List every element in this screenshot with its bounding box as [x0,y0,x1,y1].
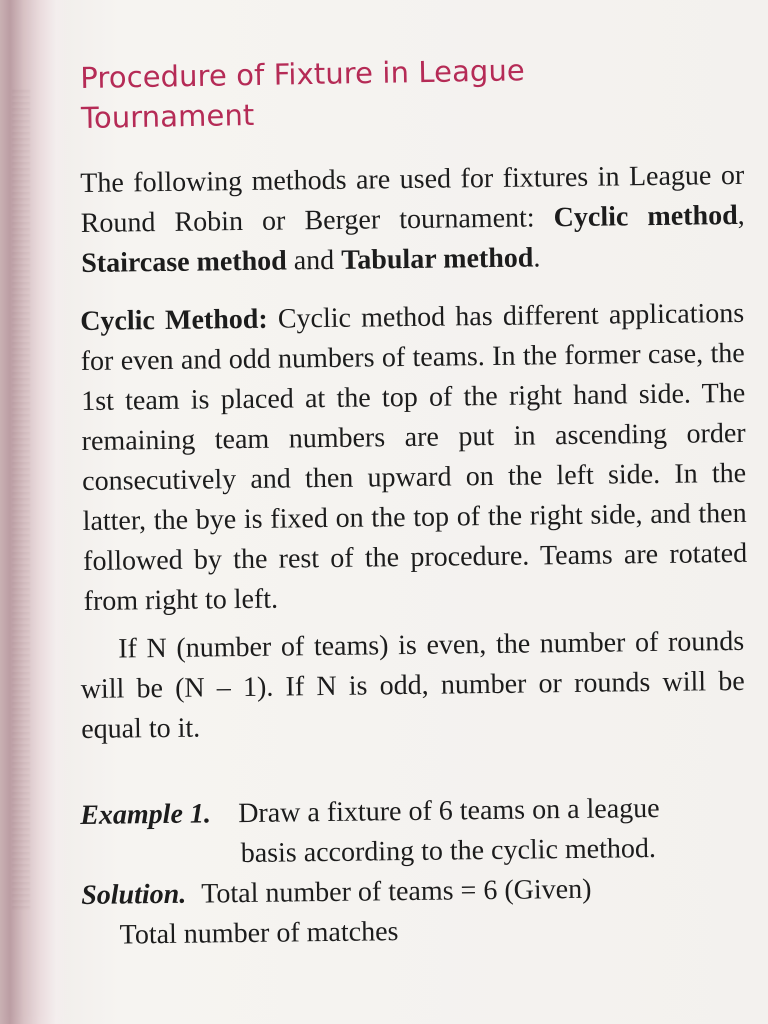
page-title [80,49,601,138]
matches-text: Total number of matches [119,916,399,951]
and-text: and [286,244,342,277]
period-text: . [533,242,541,274]
solution-text: Total number of teams = 6 (Given) [201,873,592,910]
example-label: Example 1. [80,798,212,831]
solution-label: Solution. [81,878,187,911]
document-content [80,53,748,956]
intro-paragraph [80,156,745,284]
cyclic-method-text: Cyclic method [553,199,738,234]
title-line-1: Procedure of Fixture in League [80,53,526,95]
intro-text: The following methods are used for fixtures in League or Round Robin or Berger tournament: [80,159,745,239]
rounds-paragraph: If N (number of teams) is even, the number of rounds will be (N – 1). If N is odd, number or rounds will be equal to it. [80,625,745,745]
cyclic-method-paragraph [80,294,748,622]
cyclic-method-heading: Cyclic Method: [80,303,268,337]
example-section [80,788,746,956]
cyclic-method-description: Cyclic method has different applications for even and odd numbers of teams. In the former case, the 1st team is placed at the top of the right hand side. The remaining team numbers are put in ascending order consecutively and then upward on the left side. In the latter, the bye is fixed on the top of the right side, and then followed by the rest of the procedure. Teams are rotated from right to left. [80,297,748,617]
tabular-method-text: Tabular method [341,242,534,276]
title-line-2: Tournament [80,97,255,135]
example-text-line-1: Draw a fixture of 6 teams on a league [238,792,660,830]
comma-text: , [737,199,745,231]
staircase-method-text: Staircase method [81,245,287,279]
book-spine-shadow [0,0,68,1024]
example-text-line-2: basis according to the cyclic method. [240,832,657,870]
